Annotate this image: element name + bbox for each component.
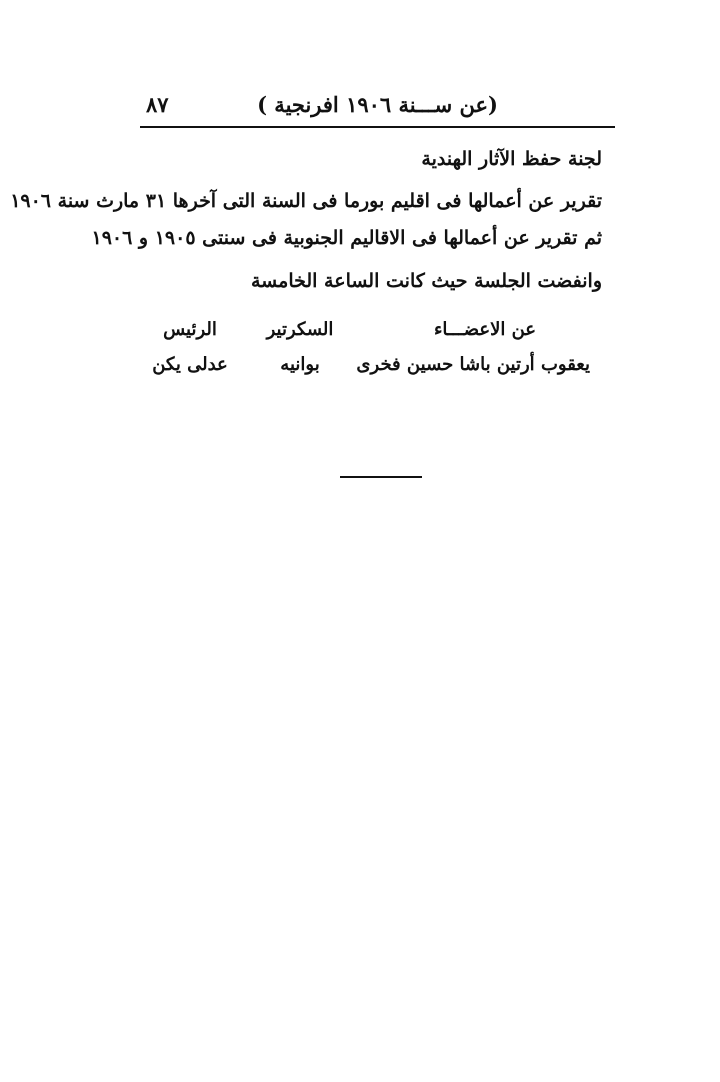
secretary-name: بوانيه: [280, 354, 320, 375]
running-title: (عن ســـنة ١٩٠٦ افرنجية ): [257, 92, 498, 117]
report-line-burma: تقرير عن أعمالها فى اقليم بورما فى السنة التى آخرها ٣١ مارث سنة ١٩٠٦: [10, 190, 602, 212]
members-heading: عن الاعضـــاء: [433, 319, 537, 340]
president-heading: الرئيس: [163, 319, 217, 340]
secretary-heading: السكرتير: [266, 319, 334, 340]
page-number: ٨٧: [146, 92, 169, 117]
end-rule-divider: [340, 476, 422, 478]
committee-heading: لجنة حفظ الآثار الهندية: [421, 148, 602, 170]
session-closing-line: وانفضت الجلسة حيث كانت الساعة الخامسة: [251, 270, 602, 292]
president-name: عدلى يكن: [152, 354, 228, 375]
members-names: يعقوب أرتين باشا حسين فخرى: [356, 354, 590, 375]
running-header: [140, 88, 615, 128]
report-line-southern-provinces: ثم تقرير عن أعمالها فى الاقاليم الجنوبية فى سنتى ١٩٠٥ و ١٩٠٦: [91, 227, 602, 249]
